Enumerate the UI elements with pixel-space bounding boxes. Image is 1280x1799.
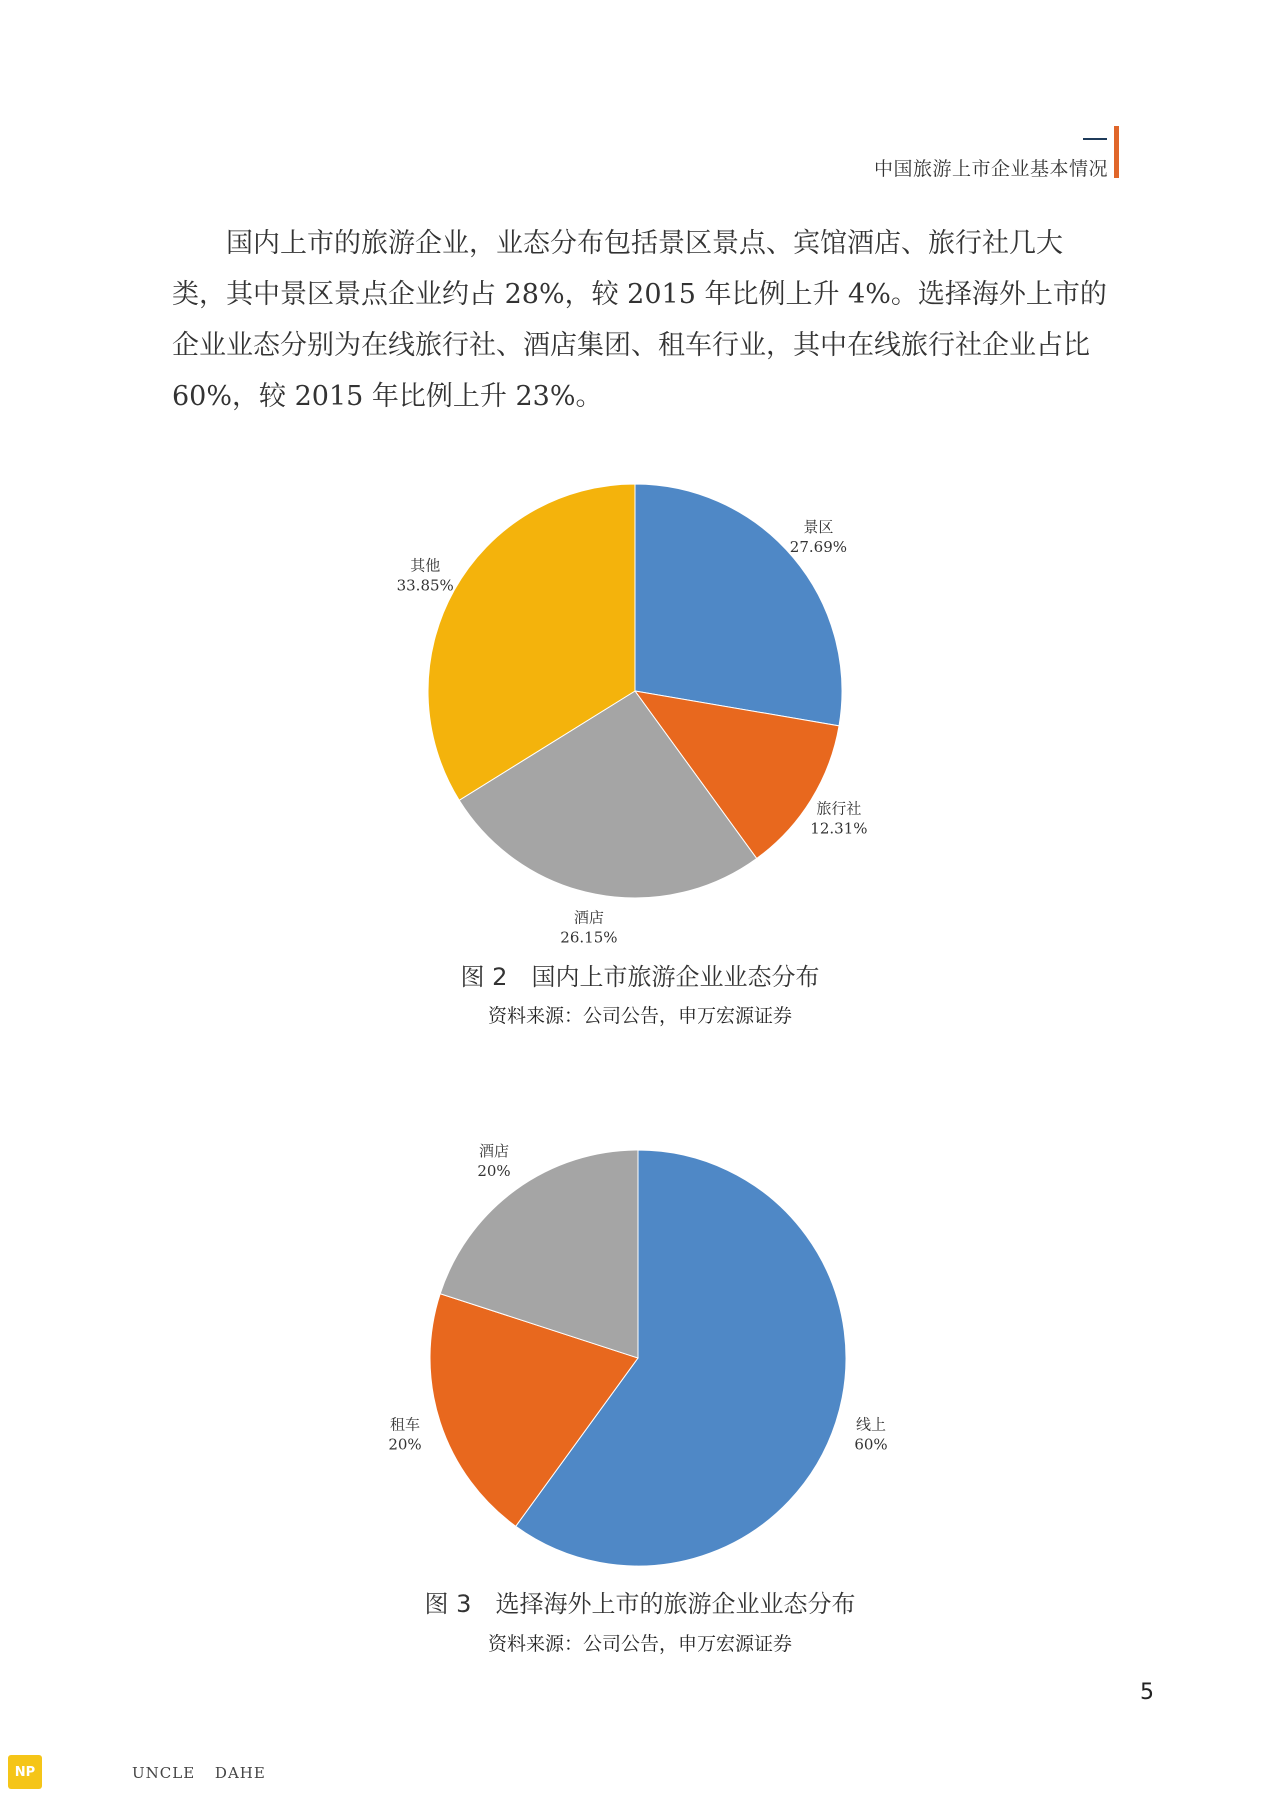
watermark-text: UNCLE DAHE — [132, 1764, 266, 1782]
header-rule — [1083, 138, 1107, 140]
domestic-slice-0-value: 27.69% — [789, 538, 848, 557]
domestic-slice-1-name: 旅行社 — [816, 799, 862, 818]
overseas-slice-2-value: 20% — [477, 1161, 511, 1180]
domestic-slice-3-name: 其他 — [410, 556, 441, 575]
header-accent-bar — [1114, 126, 1119, 178]
domestic-slice-1-value: 12.31% — [810, 819, 868, 838]
figure-3-source: 资料来源：公司公告，申万宏源证券 — [487, 1633, 792, 1655]
domestic-slice-3-value: 33.85% — [396, 576, 454, 595]
page-number: 5 — [1140, 1680, 1154, 1705]
figure-2-source: 资料来源：公司公告，申万宏源证券 — [487, 1005, 792, 1027]
pie-chart-overseas-svg — [380, 1130, 900, 1590]
overseas-slice-0-name: 线上 — [855, 1415, 887, 1434]
body-paragraph — [172, 218, 1112, 422]
figure-2-title: 图 2 国内上市旅游企业业态分布 — [460, 963, 820, 991]
domestic-slice-2-name: 酒店 — [573, 908, 604, 927]
overseas-slice-1-value: 20% — [388, 1435, 422, 1454]
domestic-slice-2-value: 26.15% — [560, 928, 618, 947]
overseas-slice-2-name: 酒店 — [478, 1141, 510, 1160]
np-logo: NP — [8, 1755, 42, 1789]
pie-chart-domestic — [380, 470, 900, 950]
pie-chart-domestic-svg — [380, 470, 900, 950]
figure-3-title: 图 3 选择海外上市的旅游企业业态分布 — [424, 1590, 856, 1618]
header-title: 中国旅游上市企业基本情况 — [873, 158, 1108, 180]
body-paragraph-text: 国内上市的旅游企业，业态分布包括景区景点、宾馆酒店、旅行社几大类，其中景区景点企业约占 28%，较 2015 年比例上升 4%。选择海外上市的企业业态分别为在线旅行社、酒店集团、租车行业，其中在线旅行社企业占比 60%，较 2015 年比例上升 23%。 — [172, 228, 1107, 412]
overseas-slice-0-value: 60% — [854, 1435, 888, 1454]
overseas-slice-1-name: 租车 — [389, 1415, 421, 1434]
domestic-slice-0-name: 景区 — [803, 518, 834, 537]
pie-chart-overseas — [380, 1130, 900, 1590]
